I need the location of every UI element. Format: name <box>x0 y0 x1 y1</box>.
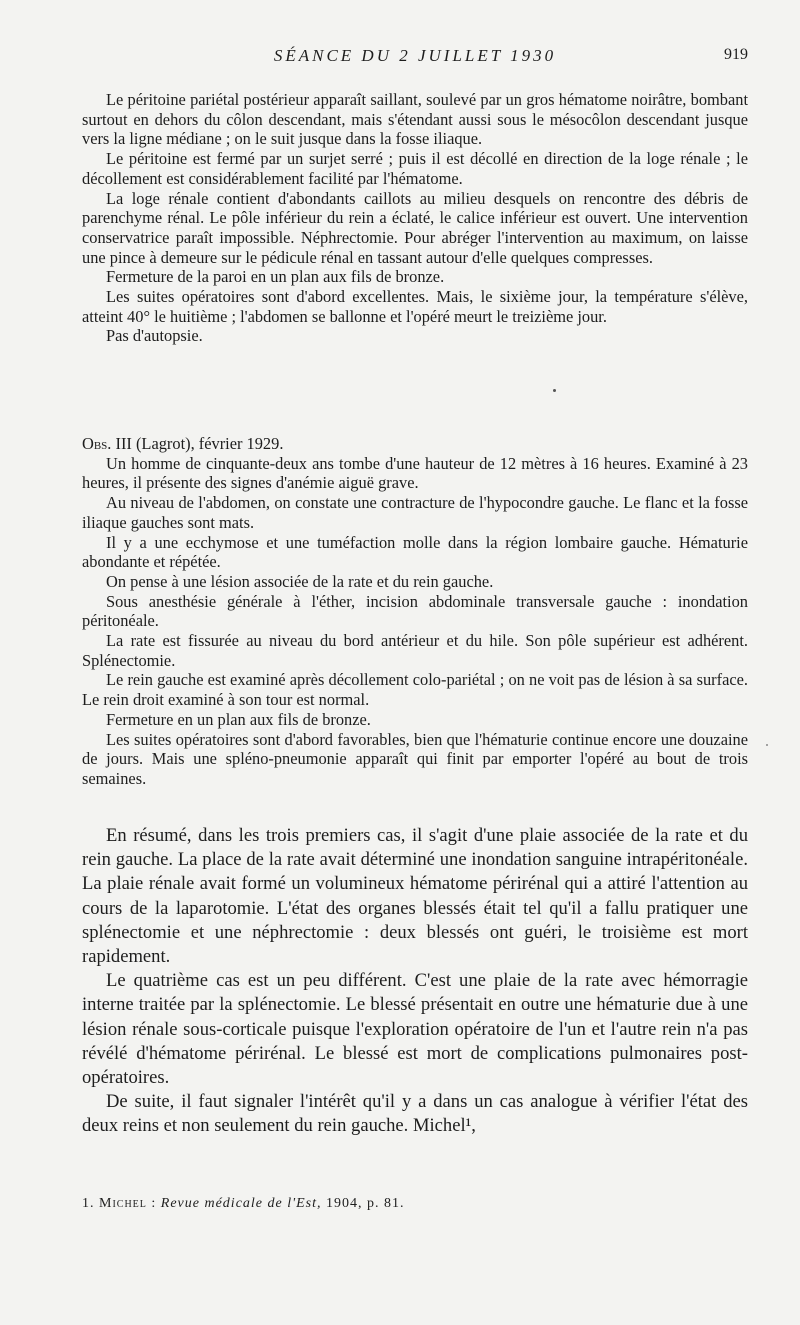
paragraph: Un homme de cinquante-deux ans tombe d'une hauteur de 12 mètres à 16 heures. Examiné à 23 heures, il présente des signes d'anémie aiguë grave. <box>82 453 748 493</box>
footnote-journal: Revue médicale de l'Est, <box>160 1196 322 1211</box>
running-header <box>82 46 748 70</box>
paragraph: Le rein gauche est examiné après décollement colo-pariétal ; on ne voit pas de lésion à sa surface. Le rein droit examiné à son tour est normal. <box>82 670 748 710</box>
paragraph: On pense à une lésion associée de la rate et du rein gauche. <box>106 571 494 591</box>
paragraph: La loge rénale contient d'abondants caillots au milieu desquels on rencontre des débris de parenchyme rénal. Le pôle inférieur du rein a éclaté, le calice inférieur est ouvert. Une intervention conservatrice paraît impossible. Néphrectomie. Pour abréger l'intervention au maximum, on laisse une pince à demeure sur le pédicule rénal en tassant autour d'elle quelques compresses. <box>82 188 748 267</box>
ink-speck <box>553 389 556 392</box>
paragraph: Sous anesthésie générale à l'éther, incision abdominale transversale gauche : inondation péritonéale. <box>82 591 748 631</box>
observation-heading <box>82 434 748 454</box>
observation-title: III (Lagrot), février 1929. <box>115 434 284 453</box>
observation-continuation <box>82 90 748 346</box>
footnote <box>82 1196 748 1212</box>
footnote-separator: : <box>151 1196 157 1211</box>
paragraph: Au niveau de l'abdomen, on constate une contracture de l'hypocondre gauche. Le flanc et la fosse iliaque gauches sont mats. <box>82 493 748 532</box>
paragraph: Fermeture de la paroi en un plan aux fils de bronze. <box>106 267 445 287</box>
paragraph: Le péritoine pariétal postérieur apparaît saillant, soulevé par un gros hématome noirâtre, bombant surtout en dehors du côlon descendant, mais s'étendant aussi sous le mésocôlon descendant jusque vers la ligne médiane ; on le suit jusque dans la fosse iliaque. <box>82 90 748 149</box>
paragraph: La rate est fissurée au niveau du bord antérieur et du hile. Son pôle supérieur est adhérent. Splénectomie. <box>82 631 748 670</box>
paragraph: Les suites opératoires sont d'abord favorables, bien que l'hématurie continue encore une douzaine de jours. Mais une spléno-pneumonie apparaît qui finit par emporter l'opéré au bout de trois semaines. <box>82 729 748 788</box>
header-title: SÉANCE DU 2 JUILLET 1930 <box>273 46 557 65</box>
paragraph: En résumé, dans les trois premiers cas, il s'agit d'une plaie associée de la rate et du rein gauche. La place de la rate avait déterminé une inondation sanguine intrapéritonéale. La plaie rénale avait formé un volumineux hématome périrénal qui a attiré l'attention au cours de la laparotomie. L'état des organes blessés était tel qu'il a fallu pratiquer une splénectomie et une néphrectomie : deux blessés ont guéri, le troisième est mort rapidement. <box>82 825 748 968</box>
paragraph: Le quatrième cas est un peu différent. C'est une plaie de la rate avec hémorragie interne traitée par la splénectomie. Le blessé présentait en outre une hématurie due à une lésion rénale sous-corticale puisque l'exploration opératoire de l'un et l'autre rein n'a pas révélé d'hématome périrénal. Le blessé est mort de complications pulmonaires post-opératoires. <box>82 970 748 1089</box>
paragraph: Le péritoine est fermé par un surjet serré ; puis il est décollé en direction de la loge rénale ; le décollement est considérablement facilité par l'hématome. <box>82 149 748 188</box>
footnote-number: 1. <box>82 1196 95 1211</box>
footnote-author: Michel <box>99 1196 147 1211</box>
paragraph: Fermeture en un plan aux fils de bronze. <box>106 709 371 729</box>
observation-label: Obs. <box>82 434 112 453</box>
paragraph: De suite, il faut signaler l'intérêt qu'il y a dans un cas analogue à vérifier l'état des deux reins et non seulement du rein gauche. Michel¹, <box>82 1091 748 1137</box>
paragraph: Pas d'autopsie. <box>106 326 203 346</box>
page-number: 919 <box>724 46 748 63</box>
observation-3 <box>82 434 748 789</box>
paragraph: Les suites opératoires sont d'abord excellentes. Mais, le sixième jour, la température s'élève, atteint 40° le huitième ; l'abdomen se ballonne et l'opéré meurt le treizième jour. <box>82 287 748 326</box>
paragraph: Il y a une ecchymose et une tuméfaction molle dans la région lombaire gauche. Hématurie abondante et répétée. <box>82 532 748 572</box>
footnote-details: 1904, p. 81. <box>326 1196 405 1211</box>
ink-speck <box>766 744 768 746</box>
summary-section <box>82 824 748 1139</box>
